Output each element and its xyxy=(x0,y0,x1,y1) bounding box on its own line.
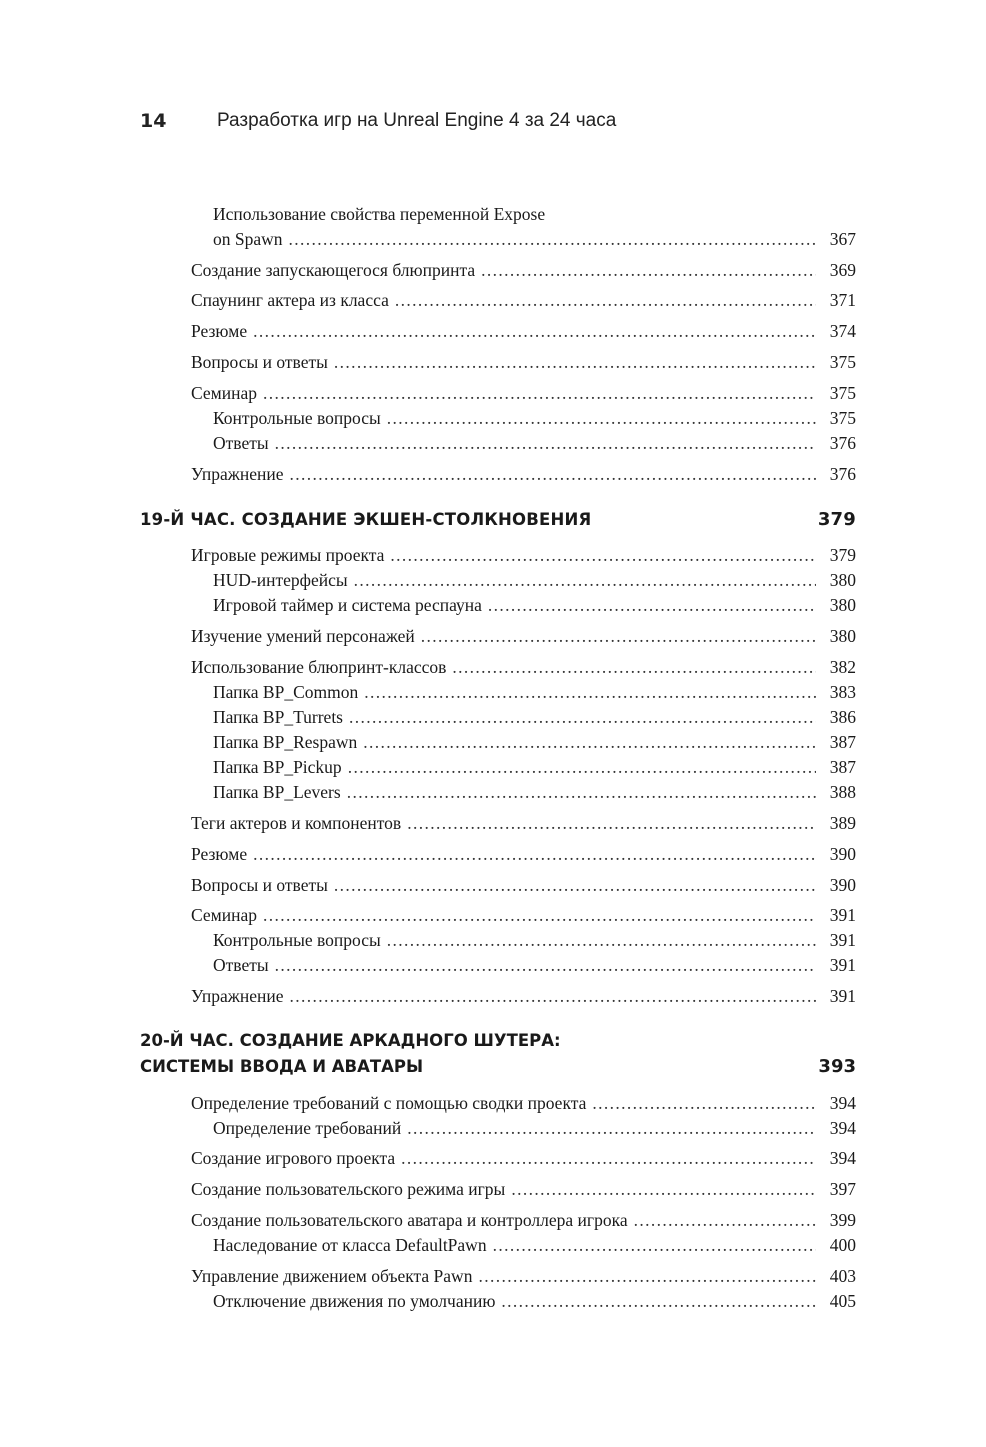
toc-entry[interactable] xyxy=(213,707,856,728)
leader-dots xyxy=(634,1210,816,1231)
leader-dots xyxy=(511,1179,816,1200)
leader-dots xyxy=(364,682,816,703)
toc-entry[interactable] xyxy=(191,383,856,404)
toc-entry-label: Определение требований xyxy=(213,1118,402,1138)
toc-entry-page: 391 xyxy=(829,986,856,1006)
toc-entry-page: 387 xyxy=(829,757,856,777)
toc-entry-page: 376 xyxy=(829,464,856,484)
toc-entry-page: 386 xyxy=(829,707,856,727)
toc-entry[interactable] xyxy=(191,1148,856,1169)
leader-dots xyxy=(452,657,816,678)
toc-entry-label: Упражнение xyxy=(191,464,284,484)
toc-entry-page: 390 xyxy=(829,844,856,864)
toc-entry-label: Теги актеров и компонентов xyxy=(191,813,402,833)
toc-entry[interactable] xyxy=(213,1235,856,1256)
toc-entry-page: 400 xyxy=(829,1235,856,1255)
toc-entry[interactable] xyxy=(213,433,856,454)
toc-entry-continued-text: Использование свойства переменной Expose xyxy=(213,204,546,224)
toc-entry[interactable] xyxy=(213,1291,856,1312)
leader-dots xyxy=(421,626,816,647)
chapter-page: 393 xyxy=(818,1056,856,1077)
leader-dots xyxy=(390,545,816,566)
toc-entry-label: Резюме xyxy=(191,844,248,864)
leader-dots xyxy=(275,433,816,454)
toc-entry-page: 380 xyxy=(829,595,856,615)
toc-entry-label: Папка BP_Pickup xyxy=(213,757,342,777)
leader-dots xyxy=(395,290,816,311)
book-title: Разработка игр на Unreal Engine 4 за 24 часа xyxy=(217,110,617,131)
toc-entry-label: Создание игрового проекта xyxy=(191,1148,396,1168)
toc-entry[interactable] xyxy=(213,408,856,429)
toc-entry[interactable] xyxy=(213,229,856,250)
toc-entry-page: 367 xyxy=(829,229,856,249)
chapter-title-line1: 20-Й ЧАС. СОЗДАНИЕ АРКАДНОГО ШУТЕРА: xyxy=(140,1031,561,1050)
toc-entry-page: 371 xyxy=(829,290,856,310)
leader-dots xyxy=(263,383,816,404)
toc-entry-page: 376 xyxy=(829,433,856,453)
toc-entry[interactable] xyxy=(191,1179,856,1200)
toc-entry-page: 374 xyxy=(829,321,856,341)
toc-entry[interactable] xyxy=(213,955,856,976)
toc-entry-page: 397 xyxy=(829,1179,856,1199)
leader-dots xyxy=(289,986,816,1007)
leader-dots xyxy=(478,1266,816,1287)
toc-entry-label: Использование блюпринт-классов xyxy=(191,657,447,677)
toc-entry[interactable] xyxy=(213,595,856,616)
toc-entry-label: Игровые режимы проекта xyxy=(191,545,385,565)
toc-entry[interactable] xyxy=(213,782,856,803)
leader-dots xyxy=(488,595,816,616)
toc-entry-page: 405 xyxy=(829,1291,856,1311)
leader-dots xyxy=(334,352,816,373)
toc-entry-label: Папка BP_Levers xyxy=(213,782,341,802)
toc-entry[interactable] xyxy=(191,986,856,1007)
leader-dots xyxy=(481,260,816,281)
leader-dots xyxy=(407,1118,816,1139)
toc-entry-label: Спаунинг актера из класса xyxy=(191,290,389,310)
leader-dots xyxy=(354,570,816,591)
leader-dots xyxy=(387,408,816,429)
leader-dots xyxy=(253,321,816,342)
leader-dots xyxy=(407,813,816,834)
toc-entry-page: 375 xyxy=(829,408,856,428)
toc-entry-page: 391 xyxy=(829,905,856,925)
toc-entry[interactable] xyxy=(191,260,856,281)
toc-entry[interactable] xyxy=(191,1266,856,1287)
toc-entry[interactable] xyxy=(213,732,856,753)
toc-entry[interactable] xyxy=(191,875,856,896)
toc-entry-page: 379 xyxy=(829,545,856,565)
toc-entry-page: 380 xyxy=(829,570,856,590)
chapter-heading-19[interactable] xyxy=(140,509,856,530)
leader-dots xyxy=(349,707,816,728)
toc-entry-label: Ответы xyxy=(213,955,269,975)
toc-entry-label: Семинар xyxy=(191,383,257,403)
toc-entry-label: Наследование от класса DefaultPawn xyxy=(213,1235,487,1255)
leader-dots xyxy=(289,464,816,485)
toc-entry-label: on Spawn xyxy=(213,229,283,249)
leader-dots xyxy=(387,930,816,951)
toc-entry-label: Контрольные вопросы xyxy=(213,408,381,428)
toc-entry[interactable] xyxy=(213,682,856,703)
toc-entry-label: Отключение движения по умолчанию xyxy=(213,1291,496,1311)
toc-entry[interactable] xyxy=(191,464,856,485)
toc-entry[interactable] xyxy=(191,352,856,373)
toc-entry-page: 380 xyxy=(829,626,856,646)
toc-entry[interactable] xyxy=(191,1210,856,1231)
toc-entry[interactable] xyxy=(191,626,856,647)
toc-entry-label: Изучение умений персонажей xyxy=(191,626,415,646)
toc-entry[interactable] xyxy=(191,905,856,926)
chapter-title: 19-Й ЧАС. СОЗДАНИЕ ЭКШЕН-СТОЛКНОВЕНИЯ xyxy=(140,510,592,529)
toc-entry-label: HUD-интерфейсы xyxy=(213,570,348,590)
toc-entry[interactable] xyxy=(191,657,856,678)
leader-dots xyxy=(401,1148,816,1169)
toc-entry-label: Управление движением объекта Pawn xyxy=(191,1266,473,1286)
toc-entry-label: Создание пользовательского режима игры xyxy=(191,1179,506,1199)
leader-dots xyxy=(289,229,816,250)
leader-dots xyxy=(263,905,816,926)
page-number: 14 xyxy=(140,110,167,132)
toc-entry-page: 388 xyxy=(829,782,856,802)
toc-entry-page: 390 xyxy=(829,875,856,895)
leader-dots xyxy=(348,757,816,778)
leader-dots xyxy=(334,875,816,896)
toc-entry-label: Папка BP_Respawn xyxy=(213,732,358,752)
toc-entry-label: Игровой таймер и система респауна xyxy=(213,595,482,615)
toc-entry-page: 394 xyxy=(829,1148,856,1168)
toc-entry-label: Вопросы и ответы xyxy=(191,352,328,372)
toc-entry[interactable] xyxy=(191,545,856,566)
toc-entry-page: 387 xyxy=(829,732,856,752)
toc-entry-page: 394 xyxy=(829,1118,856,1138)
toc-entry-page: 382 xyxy=(829,657,856,677)
toc-entry[interactable] xyxy=(191,813,856,834)
toc-entry[interactable] xyxy=(213,1118,856,1139)
leader-dots xyxy=(347,782,816,803)
toc-entry[interactable] xyxy=(191,321,856,342)
toc-entry-label: Создание запускающегося блюпринта xyxy=(191,260,476,280)
toc-entry-page: 375 xyxy=(829,383,856,403)
toc-entry-page: 391 xyxy=(829,930,856,950)
toc-entry-page: 399 xyxy=(829,1210,856,1230)
chapter-title-line2: СИСТЕМЫ ВВОДА И АВАТАРЫ xyxy=(140,1057,424,1076)
toc-entry-label: Папка BP_Turrets xyxy=(213,707,343,727)
toc-entry-label: Упражнение xyxy=(191,986,284,1006)
toc-entry-page: 375 xyxy=(829,352,856,372)
toc-entry-label: Контрольные вопросы xyxy=(213,930,381,950)
toc-entry-page: 403 xyxy=(829,1266,856,1286)
leader-dots xyxy=(363,732,816,753)
toc-entry-label: Создание пользовательского аватара и контроллера игрока xyxy=(191,1210,628,1230)
toc-entry-label: Резюме xyxy=(191,321,248,341)
leader-dots xyxy=(592,1093,816,1114)
chapter-page: 379 xyxy=(817,509,856,530)
toc-entry-page: 369 xyxy=(829,260,856,280)
toc-entry-label: Папка BP_Common xyxy=(213,682,359,702)
leader-dots xyxy=(493,1235,816,1256)
toc-entry-label: Семинар xyxy=(191,905,257,925)
toc-entry-label: Ответы xyxy=(213,433,269,453)
toc-entry[interactable] xyxy=(213,757,856,778)
toc-entry-page: 391 xyxy=(829,955,856,975)
leader-dots xyxy=(253,844,816,865)
toc-entry-page: 394 xyxy=(829,1093,856,1113)
leader-dots xyxy=(275,955,816,976)
toc-entry-page: 383 xyxy=(829,682,856,702)
toc-entry[interactable] xyxy=(191,1093,856,1114)
toc-entry[interactable] xyxy=(213,570,856,591)
toc-entry[interactable] xyxy=(191,844,856,865)
toc-entry[interactable] xyxy=(191,290,856,311)
toc-entry[interactable] xyxy=(213,930,856,951)
toc-entry-label: Определение требований с помощью сводки проекта xyxy=(191,1093,587,1113)
leader-dots xyxy=(501,1291,816,1312)
toc-entry-page: 389 xyxy=(829,813,856,833)
toc-entry-label: Вопросы и ответы xyxy=(191,875,328,895)
